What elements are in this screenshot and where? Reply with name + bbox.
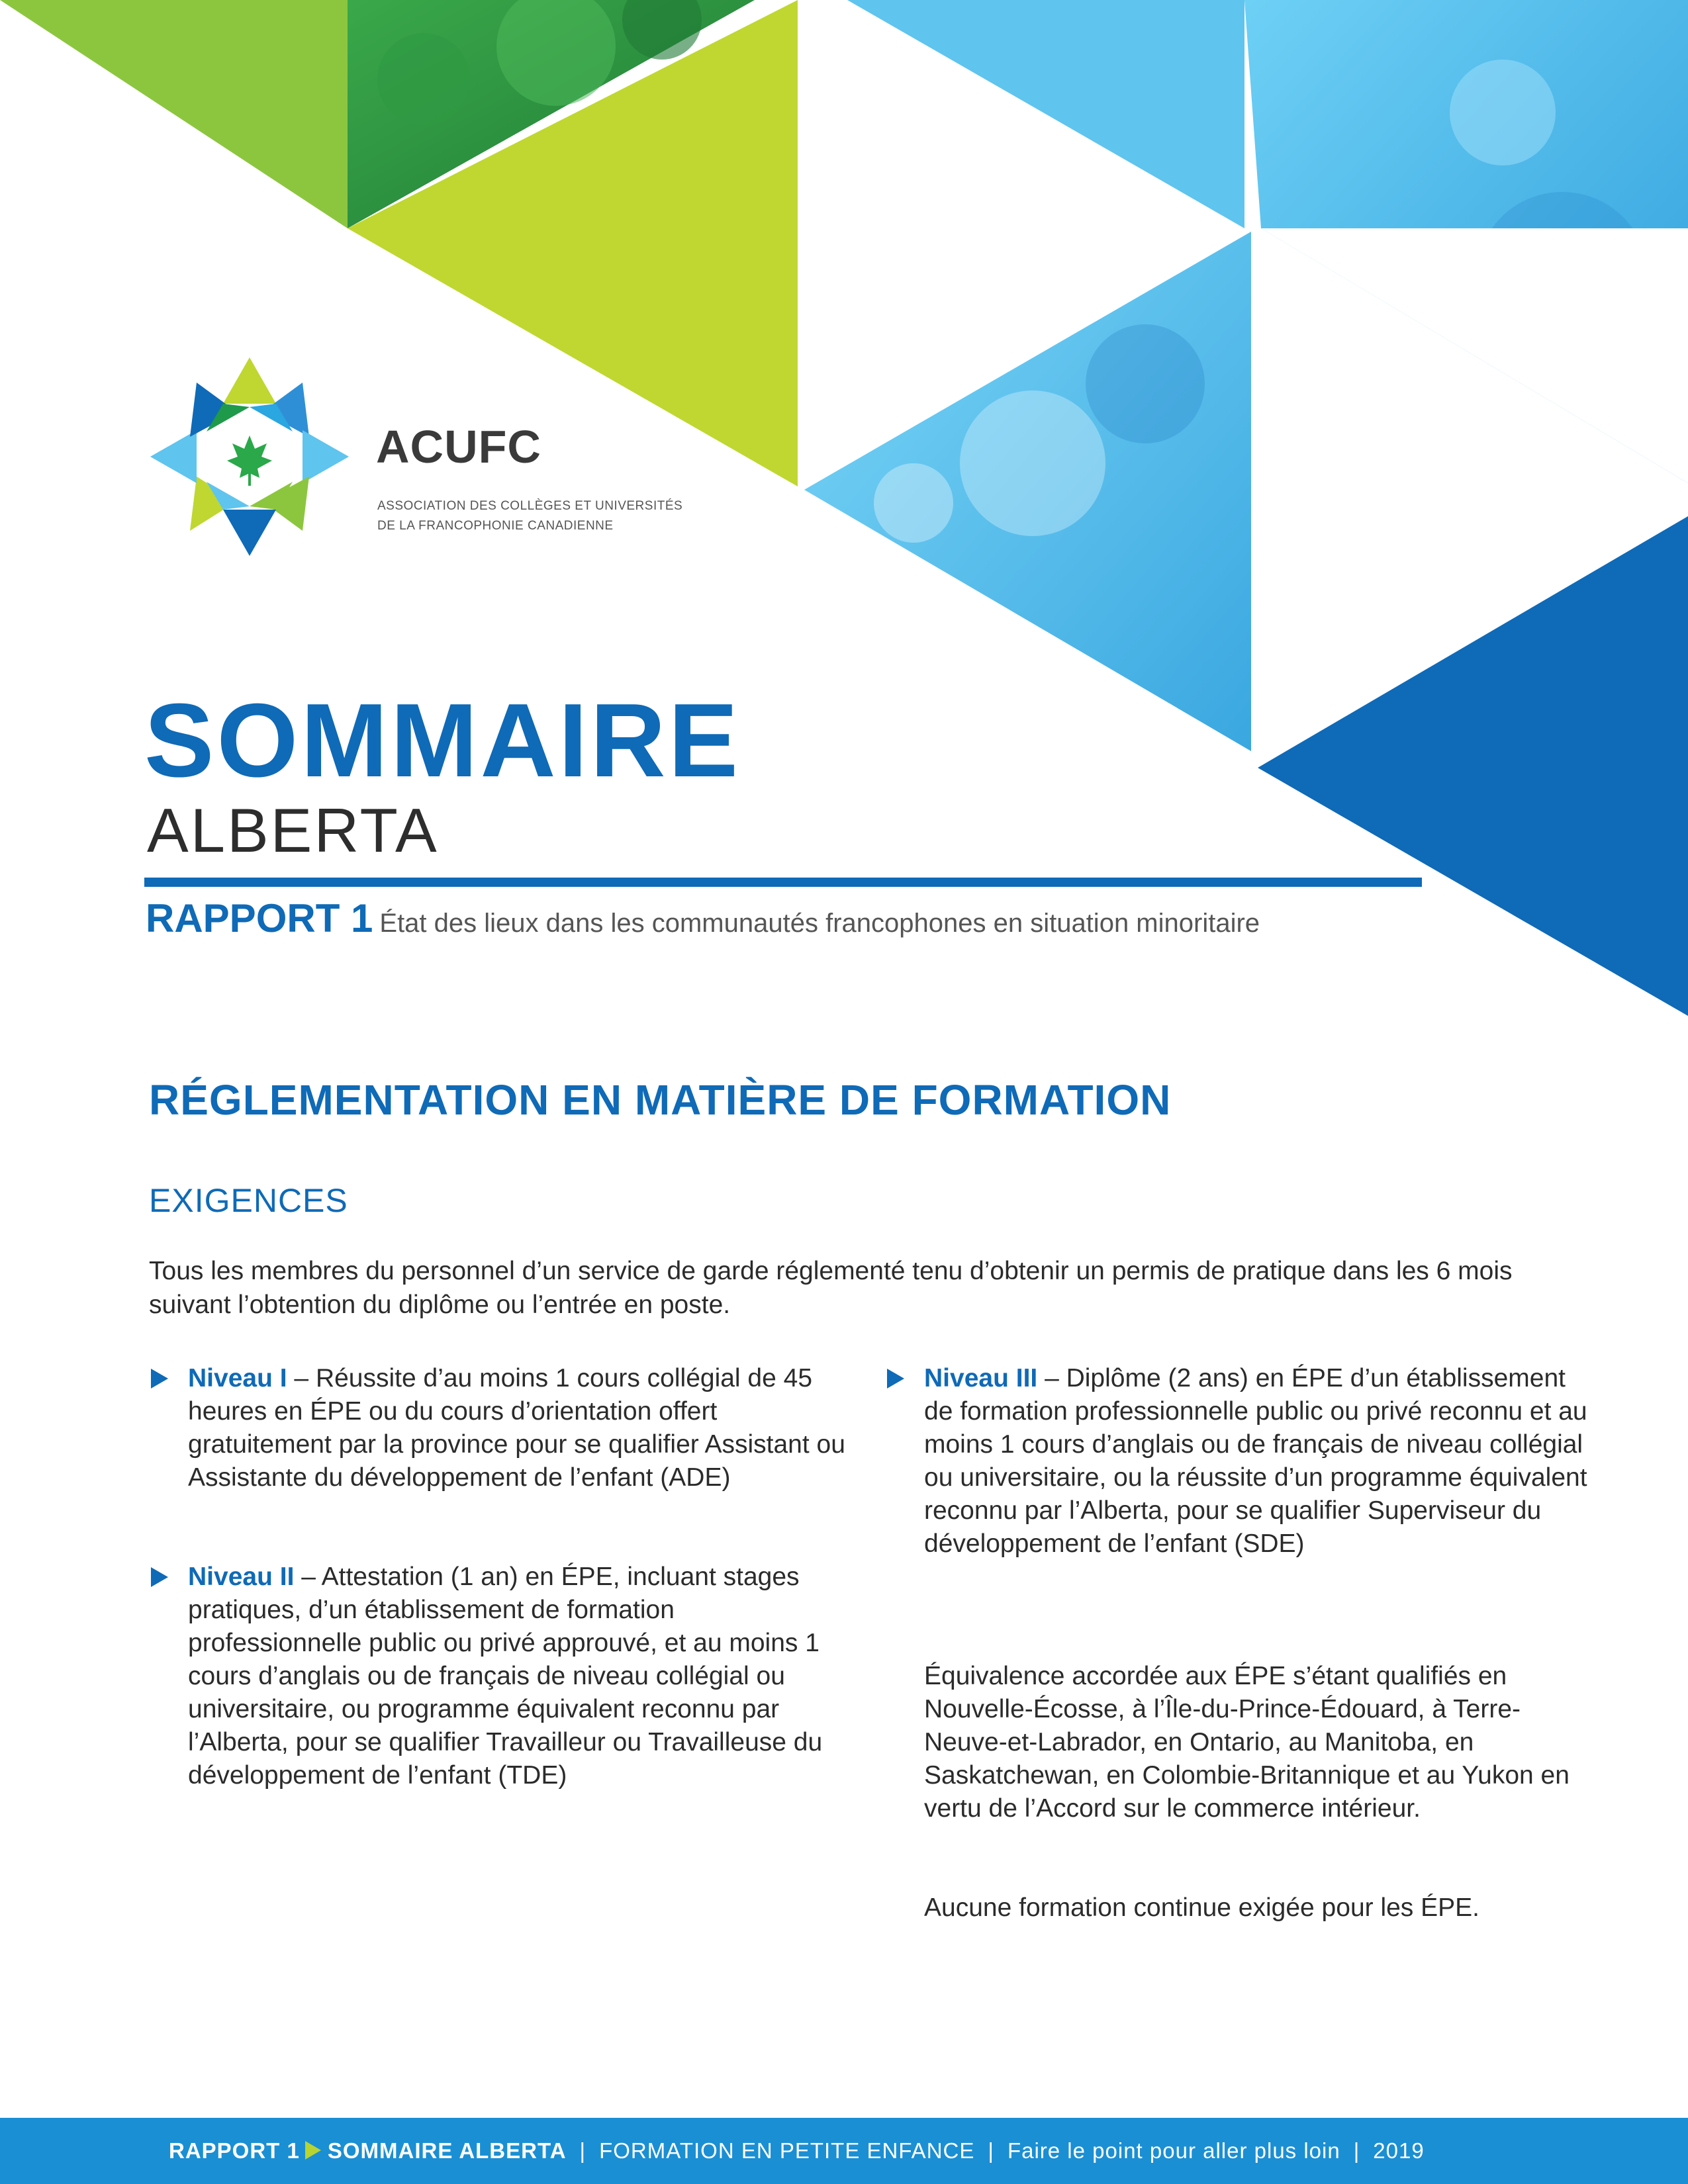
- logo-subtitle: [377, 496, 708, 536]
- level-description: – Attestation (1 an) en ÉPE, incluant stages pratiques, d’un établissement de formation professionnelle public ou privé approuvé, et au moins 1 cours d’anglais ou de français de niveau collégial ou universitaire, ou programme équivalent reconnu par l’Alberta, pour se qualifier Travailleur ou Travailleuse du développement de l’enfant (TDE): [188, 1563, 823, 1790]
- logo-subtitle-line-2: DE LA FRANCOPHONIE CANADIENNE: [377, 519, 614, 533]
- footer-separator: |: [579, 2138, 586, 2163]
- footer-tagline: Faire le point pour aller plus loin: [1007, 2138, 1340, 2163]
- level-description: – Réussite d’au moins 1 cours collégial de 45 heures en ÉPE ou du cours d’orientation offert gratuitement par la province pour se qualifier Assistant ou Assistante du développement de l’enfant (ADE): [188, 1364, 845, 1492]
- report-label: RAPPORT 1: [146, 896, 373, 940]
- footer-arrow-icon: [305, 2141, 321, 2160]
- footer-text: [169, 2118, 1425, 2184]
- level-label: Niveau III: [924, 1364, 1038, 1392]
- bullet-arrow-icon: [151, 1369, 168, 1388]
- level-item: [188, 1561, 850, 1792]
- section-heading: RÉGLEMENTATION EN MATIÈRE DE FORMATION: [149, 1076, 1172, 1124]
- level-label: Niveau I: [188, 1364, 287, 1392]
- footer-report: RAPPORT 1: [169, 2138, 300, 2163]
- footer-separator: |: [988, 2138, 994, 2163]
- level-item: [924, 1362, 1599, 1561]
- title-divider: [144, 878, 1422, 887]
- green-triangle: [0, 0, 348, 228]
- page-title: SOMMAIRE: [144, 682, 741, 799]
- footer-year: 2019: [1373, 2138, 1425, 2163]
- level-description: – Diplôme (2 ans) en ÉPE d’un établissement de formation professionnelle public ou privé reconnu et au moins 1 cours d’anglais ou de français de niveau collégial ou universitaire, ou la réussite d’un programme équivalent reconnu par l’Alberta, pour se qualifier Superviseur du développement de l’enfant (SDE): [924, 1364, 1587, 1558]
- report-line: [146, 897, 1271, 945]
- subsection-heading: EXIGENCES: [149, 1182, 348, 1219]
- footer-bar: [0, 2118, 1688, 2184]
- footer-topic: FORMATION EN PETITE ENFANCE: [599, 2138, 975, 2163]
- acufc-logo-icon: [147, 357, 352, 556]
- dark-blue-triangle: [1258, 516, 1688, 1016]
- report-description: État des lieux dans les communautés francophones en situation minoritaire: [379, 909, 1260, 938]
- white-triangle-overlay: [1261, 228, 1688, 483]
- bullet-arrow-icon: [887, 1369, 904, 1388]
- logo-subtitle-line-1: ASSOCIATION DES COLLÈGES ET UNIVERSITÉS: [377, 499, 683, 513]
- level-item: [188, 1362, 850, 1494]
- intro-paragraph: Tous les membres du personnel d’un service de garde réglementé tenu d’obtenir un permis de pratique dans les 6 mois suivant l’obtention du diplôme ou l’entrée en poste.: [149, 1257, 1513, 1319]
- level-label: Niveau II: [188, 1563, 295, 1591]
- page-subtitle: ALBERTA: [147, 796, 439, 865]
- footer-separator: |: [1353, 2138, 1360, 2163]
- equivalence-paragraph: Équivalence accordée aux ÉPE s’étant qualifiés en Nouvelle-Écosse, à l’Île-du-Prince-Édouard, à Terre-Neuve-et-Labrador, en Ontario, au Manitoba, en Saskatchewan, en Colombie-Britannique et au Yukon en vertu de l’Accord sur le commerce intérieur.: [924, 1662, 1570, 1823]
- bullet-arrow-icon: [151, 1567, 168, 1587]
- logo-wordmark: ACUFC: [376, 421, 541, 473]
- continuing-education-note: Aucune formation continue exigée pour les ÉPE.: [924, 1893, 1480, 1922]
- footer-summary: SOMMAIRE ALBERTA: [327, 2138, 567, 2163]
- light-blue-triangle: [847, 0, 1244, 228]
